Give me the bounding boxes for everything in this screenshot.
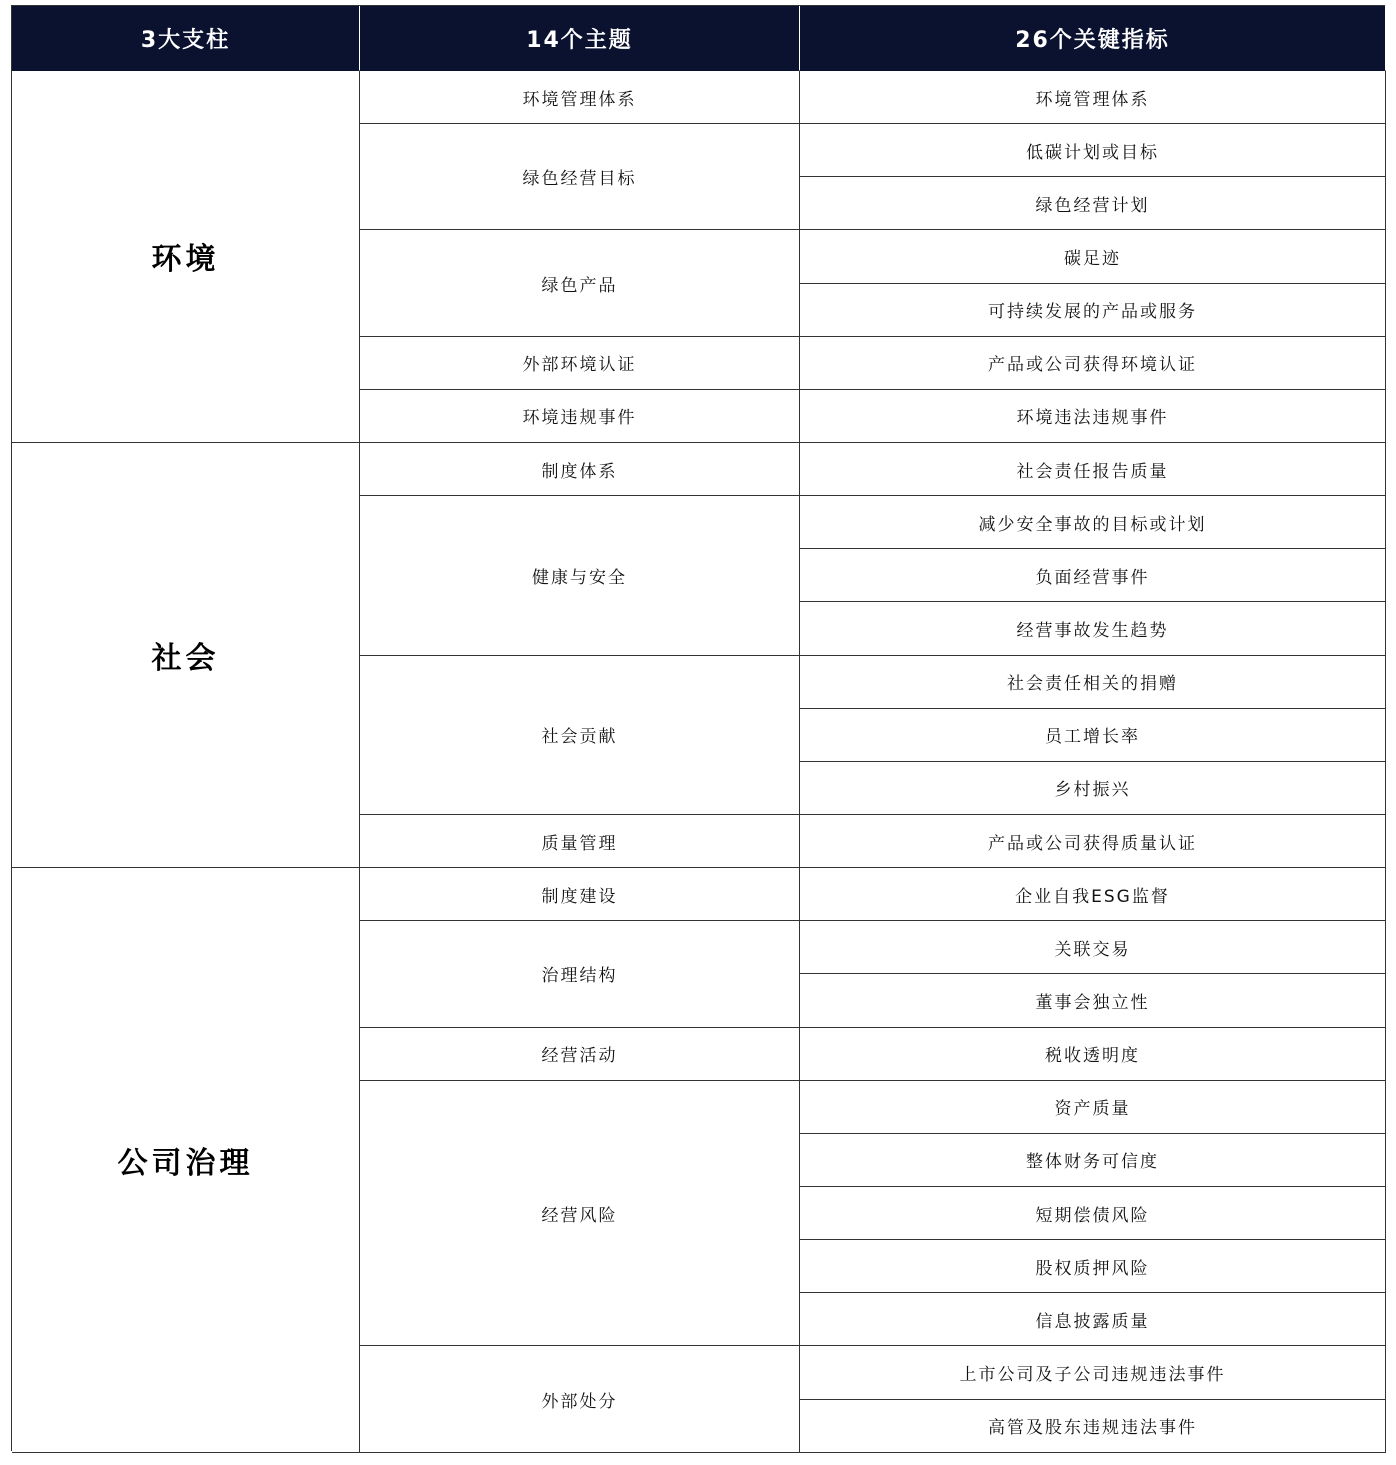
indicator-cell: 员工增长率: [800, 709, 1386, 762]
topic-cell: 制度建设: [360, 868, 800, 921]
topic-cell: 经营风险: [360, 1081, 800, 1347]
indicator-cell: 减少安全事故的目标或计划: [800, 496, 1386, 549]
indicator-cell: 信息披露质量: [800, 1293, 1386, 1346]
indicator-cell: 企业自我ESG监督: [800, 868, 1386, 921]
indicator-cell: 整体财务可信度: [800, 1134, 1386, 1187]
indicator-cell: 低碳计划或目标: [800, 124, 1386, 177]
topic-cell: 治理结构: [360, 921, 800, 1027]
topic-cell: 社会贡献: [360, 656, 800, 815]
topic-cell: 经营活动: [360, 1028, 800, 1081]
topic-cell: 环境违规事件: [360, 390, 800, 443]
indicator-cell: 负面经营事件: [800, 549, 1386, 602]
topic-cell: 质量管理: [360, 815, 800, 868]
indicator-cell: 上市公司及子公司违规违法事件: [800, 1346, 1386, 1399]
indicator-cell: 关联交易: [800, 921, 1386, 974]
topic-cell: 外部环境认证: [360, 337, 800, 390]
indicator-cell: 税收透明度: [800, 1028, 1386, 1081]
indicator-cell: 经营事故发生趋势: [800, 602, 1386, 655]
indicator-cell: 社会责任报告质量: [800, 443, 1386, 496]
indicator-cell: 董事会独立性: [800, 974, 1386, 1027]
indicator-cell: 短期偿债风险: [800, 1187, 1386, 1240]
indicator-cell: 产品或公司获得环境认证: [800, 337, 1386, 390]
topic-cell: 绿色产品: [360, 230, 800, 336]
indicator-cell: 乡村振兴: [800, 762, 1386, 815]
indicator-cell: 碳足迹: [800, 230, 1386, 283]
header-topics: 14个主题: [360, 6, 800, 71]
topic-cell: 制度体系: [360, 443, 800, 496]
indicator-cell: 产品或公司获得质量认证: [800, 815, 1386, 868]
topic-cell: 绿色经营目标: [360, 124, 800, 230]
header-indicators: 26个关键指标: [800, 6, 1386, 71]
pillar-governance: 公司治理: [12, 868, 360, 1453]
header-pillars: 3大支柱: [12, 6, 360, 71]
indicator-cell: 股权质押风险: [800, 1240, 1386, 1293]
indicator-cell: 可持续发展的产品或服务: [800, 284, 1386, 337]
indicator-cell: 环境违法违规事件: [800, 390, 1386, 443]
pillar-environment: 环境: [12, 71, 360, 443]
indicator-cell: 高管及股东违规违法事件: [800, 1400, 1386, 1453]
indicator-cell: 绿色经营计划: [800, 177, 1386, 230]
topic-cell: 外部处分: [360, 1346, 800, 1452]
indicator-cell: 社会责任相关的捐赠: [800, 656, 1386, 709]
esg-framework-table: [11, 5, 1385, 1451]
topic-cell: 环境管理体系: [360, 71, 800, 124]
pillar-social: 社会: [12, 443, 360, 868]
topic-cell: 健康与安全: [360, 496, 800, 655]
indicator-cell: 资产质量: [800, 1081, 1386, 1134]
indicator-cell: 环境管理体系: [800, 71, 1386, 124]
